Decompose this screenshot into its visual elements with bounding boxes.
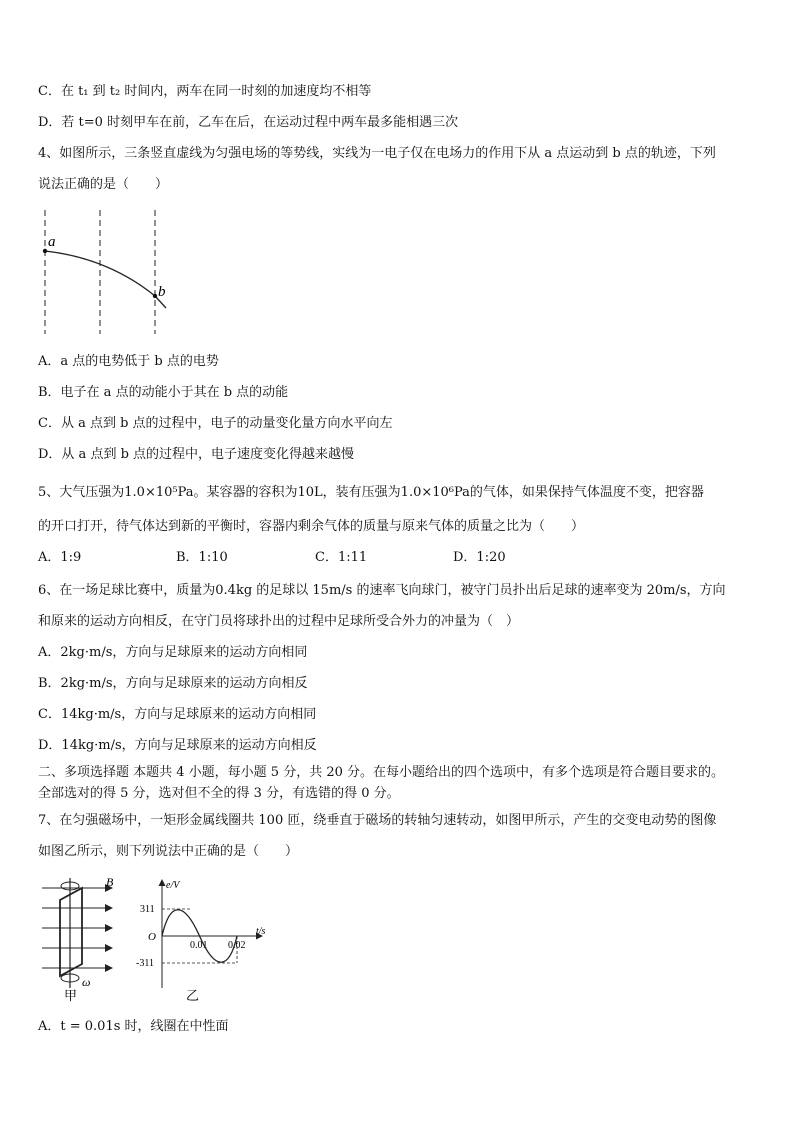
q3-option-d: D．若 t=0 时刻甲车在前，乙车在后，在运动过程中两车最多能相遇三次 xyxy=(38,115,459,130)
q5-option-c: C．1:11 xyxy=(315,550,368,565)
electron-trajectory xyxy=(45,251,166,308)
q7-option-a: A．t = 0.01s 时，线圈在中性面 xyxy=(38,1019,229,1034)
label-B: B xyxy=(106,875,114,889)
q5-stem-line1: 5、大气压强为1.0×10⁵Pa。某容器的容积为10L，装有压强为1.0×10⁶Pa的气体，如果保持气体温度不变，把容器 xyxy=(38,485,704,500)
label-a: a xyxy=(48,234,56,250)
label-jia: 甲 xyxy=(64,988,78,1003)
coil xyxy=(60,888,82,976)
q3-option-c: C．在 t₁ 到 t₂ 时间内，两车在同一时刻的加速度均不相等 xyxy=(38,84,372,99)
axis-e-label: e/V xyxy=(166,880,180,891)
tick-neg311: -311 xyxy=(136,958,154,969)
q7-stem-line2: 如图乙所示，则下列说法中正确的是（ ） xyxy=(38,844,299,859)
q4-figure xyxy=(38,208,178,338)
q7-figure-yi xyxy=(136,876,275,1006)
q7-stem-line1: 7、在匀强磁场中，一矩形金属线圈共 100 匝，绕垂直于磁场的转轴匀速转动，如图甲所示，产生的交变电动势的图像 xyxy=(38,813,717,828)
section2-heading-line1: 二、多项选择题 本题共 4 小题，每小题 5 分，共 20 分。在每小题给出的四个选项中，有多个选项是符合题目要求的。 xyxy=(38,765,725,780)
q4-option-c: C．从 a 点到 b 点的过程中，电子的动量变化量方向水平向左 xyxy=(38,416,393,431)
label-yi: 乙 xyxy=(186,988,200,1003)
q5-option-a: A．1:9 xyxy=(38,550,82,565)
q6-stem-line2: 和原来的运动方向相反，在守门员将球扑出的过程中足球所受合外力的冲量为（ ） xyxy=(38,614,520,629)
q5-stem-line2: 的开口打开，待气体达到新的平衡时，容器内剩余气体的质量与原来气体的质量之比为（ ） xyxy=(38,519,585,534)
point-a xyxy=(43,249,47,253)
q4-option-b: B．电子在 a 点的动能小于其在 b 点的动能 xyxy=(38,385,289,400)
q4-stem-line1: 4、如图所示，三条竖直虚线为匀强电场的等势线，实线为一电子仅在电场力的作用下从 a 点运动到 b 点的轨迹，下列 xyxy=(38,146,716,161)
q7-figure-jia xyxy=(38,875,138,1003)
q4-option-d: D．从 a 点到 b 点的过程中，电子速度变化得越来越慢 xyxy=(38,447,355,462)
label-omega: ω xyxy=(82,975,91,989)
q6-stem-line1: 6、在一场足球比赛中，质量为0.4kg 的足球以 15m/s 的速率飞向球门，被守门员扑出后足球的速率变为 20m/s，方向 xyxy=(38,583,726,598)
q5-option-b: B．1:10 xyxy=(176,550,228,565)
point-b xyxy=(153,294,157,298)
tick-311: 311 xyxy=(140,904,155,915)
q4-stem-line2: 说法正确的是（ ） xyxy=(38,177,169,192)
q5-option-d: D．1:20 xyxy=(453,550,506,565)
section2-heading-line2: 全部选对的得 5 分，选对但不全的得 3 分，有选错的得 0 分。 xyxy=(38,786,400,801)
label-b: b xyxy=(158,284,166,300)
q6-option-b: B．2kg·m/s，方向与足球原来的运动方向相反 xyxy=(38,676,308,691)
tick-origin: O xyxy=(148,931,156,943)
q6-option-a: A．2kg·m/s，方向与足球原来的运动方向相同 xyxy=(38,645,308,660)
q6-option-d: D．14kg·m/s，方向与足球原来的运动方向相反 xyxy=(38,738,317,753)
tick-001: 0.01 xyxy=(190,940,208,951)
tick-002: 0.02 xyxy=(228,940,246,951)
q4-option-a: A．a 点的电势低于 b 点的电势 xyxy=(38,354,219,369)
axis-t-label: t/s xyxy=(256,926,266,937)
q6-option-c: C．14kg·m/s，方向与足球原来的运动方向相同 xyxy=(38,707,317,722)
